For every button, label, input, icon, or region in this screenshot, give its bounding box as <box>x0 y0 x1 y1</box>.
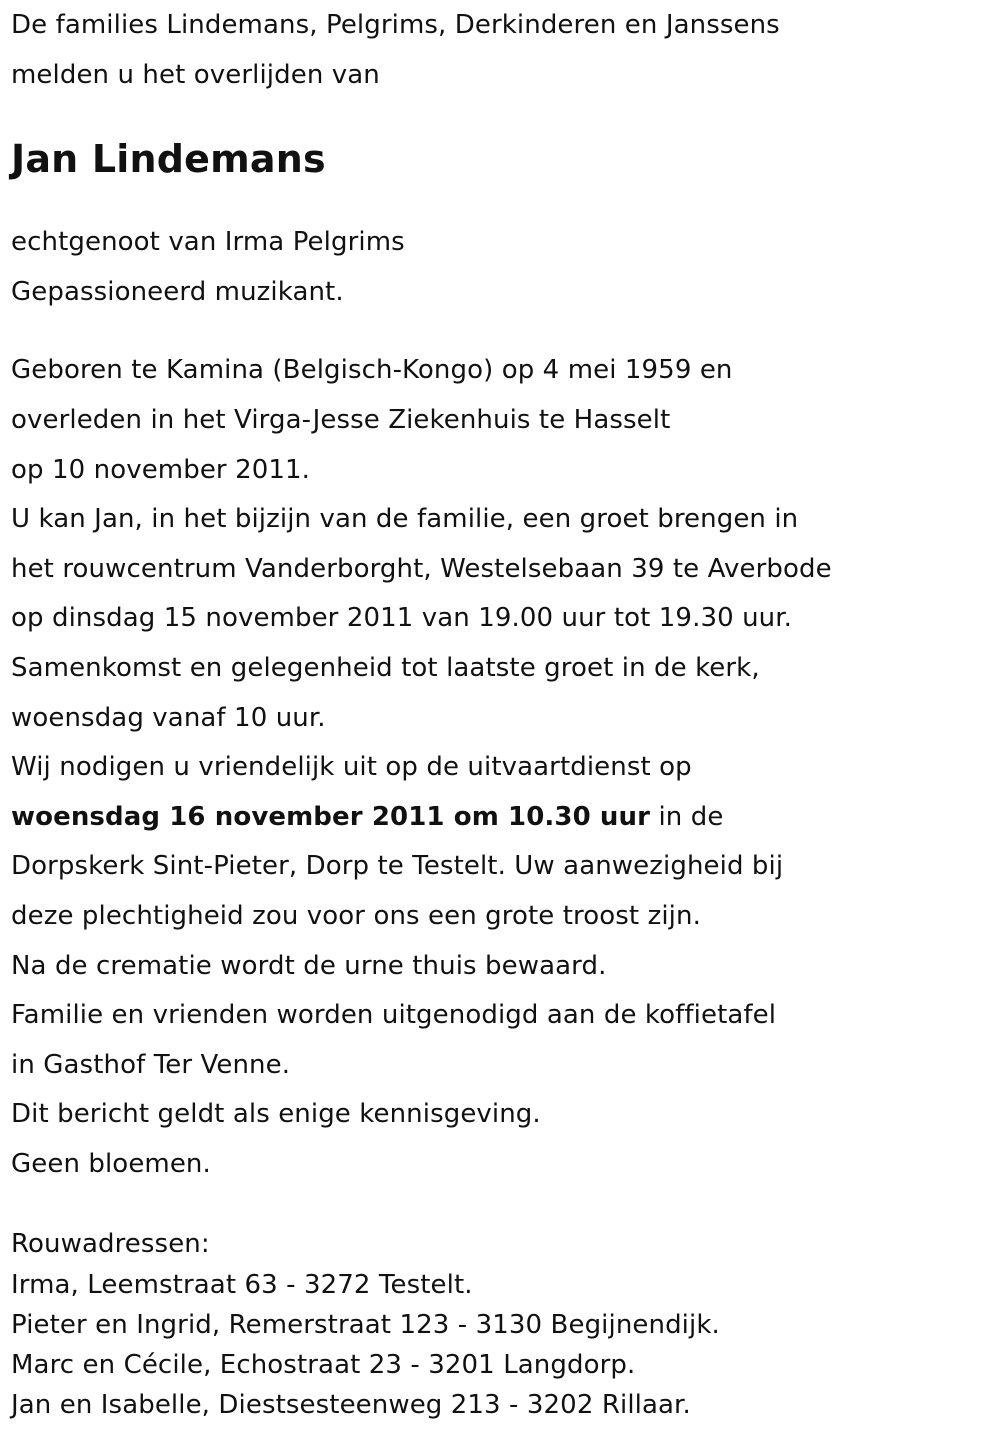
coffee-table-line-1: Familie en vrienden worden uitgenodigd aan de koffietafel <box>11 1000 777 1031</box>
obituary-notice <box>11 0 991 1425</box>
intro-announcement-line: melden u het overlijden van <box>11 59 380 90</box>
intro-families-line: De families Lindemans, Pelgrims, Derkinderen en Janssens <box>11 10 780 40</box>
death-place-line: overleden in het Virga-Jesse Ziekenhuis te Hasselt <box>11 404 671 435</box>
service-date-line <box>11 793 991 843</box>
birth-line: Geboren te Kamina (Belgisch-Kongo) op 4 mei 1959 en <box>11 355 733 386</box>
profession-line: Gepassioneerd muzikant. <box>11 276 344 307</box>
gathering-line-2: woensdag vanaf 10 uur. <box>11 702 326 733</box>
visitation-line-1: U kan Jan, in het bijzijn van de familie, een groet brengen in <box>11 504 799 535</box>
addresses-heading: Rouwadressen: <box>11 1229 210 1260</box>
visitation-line-2: het rouwcentrum Vanderborght, Westelsebaan 39 te Averbode <box>11 553 832 584</box>
service-invite-line: Wij nodigen u vriendelijk uit op de uitvaartdienst op <box>11 752 692 783</box>
address-item: Pieter en Ingrid, Remerstraat 123 - 3130 Begijnendijk. <box>11 1309 720 1340</box>
spouse-line: echtgenoot van Irma Pelgrims <box>11 227 405 258</box>
death-date-line: op 10 november 2011. <box>11 454 311 485</box>
visitation-line-3: op dinsdag 15 november 2011 van 19.00 uur tot 19.30 uur. <box>11 603 793 634</box>
address-item: Jan en Isabelle, Diestsesteenweg 213 - 3202 Rillaar. <box>11 1390 691 1421</box>
description-block <box>11 218 991 317</box>
deceased-name: Jan Lindemans <box>11 137 326 182</box>
service-comfort-line: deze plechtigheid zou voor ons een grote troost zijn. <box>11 900 701 931</box>
service-date-bold: woensdag 16 november 2011 om 10.30 uur <box>11 801 651 832</box>
address-item: Irma, Leemstraat 63 - 3272 Testelt. <box>11 1269 473 1300</box>
mourning-addresses <box>11 1224 991 1425</box>
notice-line: Dit bericht geldt als enige kennisgeving. <box>11 1099 541 1130</box>
address-item: Marc en Cécile, Echostraat 23 - 3201 Langdorp. <box>11 1350 636 1381</box>
details-block <box>11 346 991 1189</box>
no-flowers-line: Geen bloemen. <box>11 1148 211 1179</box>
cremation-line: Na de crematie wordt de urne thuis bewaard. <box>11 950 607 981</box>
intro-block <box>11 1 991 100</box>
service-location-line: Dorpskerk Sint-Pieter, Dorp te Testelt. Uw aanwezigheid bij <box>11 851 784 882</box>
service-date-rest: in de <box>650 801 724 832</box>
gathering-line-1: Samenkomst en gelegenheid tot laatste groet in de kerk, <box>11 652 760 683</box>
coffee-table-line-2: in Gasthof Ter Venne. <box>11 1049 291 1080</box>
